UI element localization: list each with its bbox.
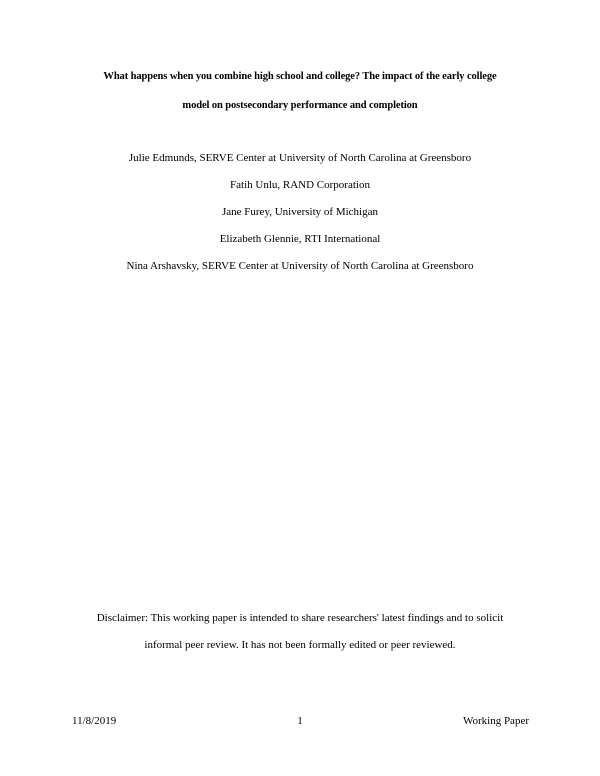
author-5: Nina Arshavsky, SERVE Center at University of North Carolina at Greensboro bbox=[126, 260, 474, 272]
footer-label: Working Paper bbox=[462, 715, 529, 727]
disclaimer-line-1: Disclaimer: This working paper is intended to share researchers' latest findings and to solicit bbox=[96, 612, 504, 624]
footer-date: 11/8/2019 bbox=[72, 715, 117, 727]
footer-page-number: 1 bbox=[297, 715, 303, 727]
author-2: Fatih Unlu, RAND Corporation bbox=[230, 179, 370, 191]
paper-title-line-1: What happens when you combine high school and college? The impact of the early college bbox=[103, 71, 497, 82]
author-1: Julie Edmunds, SERVE Center at University of North Carolina at Greensboro bbox=[128, 152, 472, 164]
author-4: Elizabeth Glennie, RTI International bbox=[219, 233, 381, 245]
paper-title-line-2: model on postsecondary performance and completion bbox=[182, 100, 418, 111]
author-3: Jane Furey, University of Michigan bbox=[221, 206, 378, 218]
disclaimer-line-2: informal peer review. It has not been formally edited or peer reviewed. bbox=[144, 639, 456, 651]
